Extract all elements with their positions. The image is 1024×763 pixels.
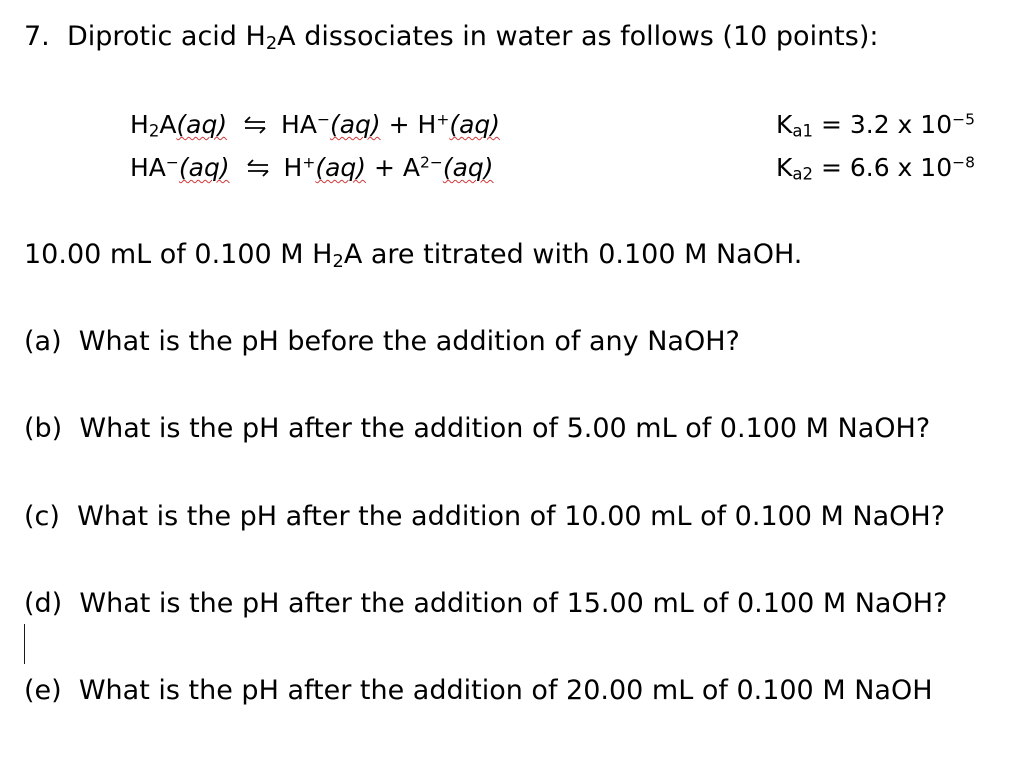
equilibrium-arrow-icon — [243, 116, 267, 134]
question-label: (a) — [24, 326, 62, 357]
question-label: (b) — [24, 413, 63, 444]
problem-number: 7. — [24, 21, 50, 52]
question-d — [24, 587, 947, 621]
question-e — [24, 674, 933, 708]
problem-heading — [24, 20, 878, 54]
text-cursor[interactable] — [24, 624, 25, 664]
ka1-constant: $K_{a1} = 3.2$ x $10^{-5}$ — [776, 110, 975, 141]
ka2-constant: $K_{a2} = 6.6$ x $10^{-8}$ — [776, 153, 975, 184]
question-text: What is the pH before the addition of any NaOH? — [78, 326, 740, 357]
question-label: (e) — [24, 675, 62, 706]
question-text: What is the pH after the addition of 5.00 mL of 0.100 M NaOH? — [79, 413, 931, 444]
question-text: What is the pH after the addition of 10.00 mL of 0.100 M NaOH? — [77, 501, 946, 532]
question-label: (c) — [24, 501, 60, 532]
question-a — [24, 325, 740, 359]
reaction-2: HA−(aq) $H^+(aq) + A^{2-}(aq)$ — [130, 153, 494, 182]
problem-intro: Diprotic acid $H_2A$ dissociates in water as follows (10 points): — [66, 21, 879, 54]
question-b — [24, 412, 930, 446]
titration-statement: 10.00 mL of 0.100 M $H_2A$ are titrated with 0.100 M NaOH. — [24, 239, 803, 272]
question-c — [24, 500, 945, 534]
question-text: What is the pH after the addition of 20.00 mL of 0.100 M NaOH — [78, 675, 933, 706]
reaction-1: $H_2A(aq) HA^-(aq) + H^+(aq)$ — [130, 110, 501, 141]
question-label: (d) — [24, 588, 63, 619]
question-text: What is the pH after the addition of 15.00 mL of 0.100 M NaOH? — [79, 588, 948, 619]
equilibrium-arrow-icon — [246, 159, 270, 177]
